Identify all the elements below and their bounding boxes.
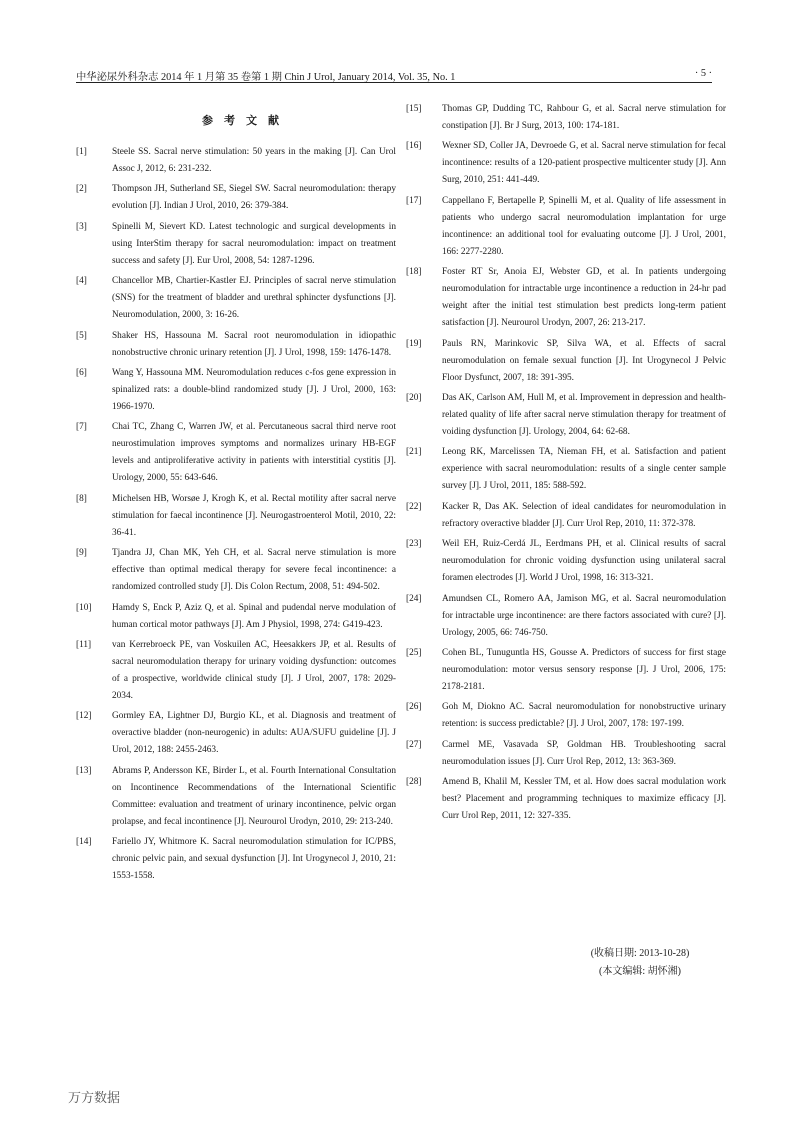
section-title: 参考文献 xyxy=(202,115,290,127)
reference-list-right xyxy=(406,101,726,825)
reference-number: [11] xyxy=(76,639,92,650)
reference-number: [28] xyxy=(406,777,422,788)
reference-text: Kacker R, Das AK. Selection of ideal candidates for neuromodulation in refractory overactive bladder [J]. Curr Urol Rep, 2010, 11: 372-378. xyxy=(442,501,726,529)
reference-item xyxy=(76,328,396,362)
reference-number: [24] xyxy=(406,593,422,604)
reference-number: [10] xyxy=(76,602,92,613)
reference-text: Steele SS. Sacral nerve stimulation: 50 years in the making [J]. Can Urol Assoc J, 2012, 6: 231-232. xyxy=(112,147,396,174)
watermark: 万方数据 xyxy=(68,1091,121,1106)
reference-text: Leong RK, Marcelissen TA, Nieman FH, et al. Satisfaction and patient experience with sacral neuromodulation: results of a single center sample survey [J]. J Urol, 2011, 185: 588-592. xyxy=(442,447,726,492)
reference-number: [23] xyxy=(406,539,422,550)
reference-text: Thompson JH, Sutherland SE, Siegel SW. Sacral neuromodulation: therapy evolution [J]. Indian J Urol, 2010, 26: 379-384. xyxy=(112,184,396,212)
reference-number: [9] xyxy=(76,548,87,559)
reference-item xyxy=(76,219,396,270)
references-column-right xyxy=(406,101,726,828)
reference-item xyxy=(76,491,396,542)
reference-text: Weil EH, Ruiz-Cerdá JL, Eerdmans PH, et al. Clinical results of sacral neuromodulation for chronic voiding dysfunction using unilateral sacral foramen electrodes [J]. World J Urol, 1998, 16: 313-321. xyxy=(442,539,726,584)
reference-text: Amundsen CL, Romero AA, Jamison MG, et al. Sacral neuromodulation for intractable urge incontinence: are there factors associated with cure? [J]. Urology, 2005, 66: 746-750. xyxy=(442,593,726,638)
reference-item xyxy=(406,336,726,387)
reference-text: Chai TC, Zhang C, Warren JW, et al. Percutaneous sacral third nerve root neurostimulation improves symptoms and normalizes urinary HB-EGF levels and antiproliferative activity in patients with interstitial cystitis [J]. Urology, 2000, 55: 643-646. xyxy=(112,422,396,484)
reference-text: Gormley EA, Lightner DJ, Burgio KL, et al. Diagnosis and treatment of overactive bladder (non-neurogenic) in adults: AUA/SUFU guideline [J]. J Urol, 2012, 188: 2455-2463. xyxy=(112,711,396,756)
reference-number: [18] xyxy=(406,267,422,278)
reference-item xyxy=(406,699,726,733)
reference-number: [15] xyxy=(406,104,422,114)
reference-text: Wexner SD, Coller JA, Devroede G, et al. Sacral nerve stimulation for fecal incontinence: results of a 120-patient prospective multicenter study [J]. Ann Surg, 2010, 251: 441-449. xyxy=(442,141,726,186)
reference-item xyxy=(76,419,396,487)
reference-number: [4] xyxy=(76,276,87,287)
reference-item xyxy=(406,444,726,495)
reference-text: Abrams P, Andersson KE, Birder L, et al. Fourth International Consultation on Incontinence Recommendations of the International Scientific Committee: evaluation and treatment of urinary incontinence, pelvic organ prolapse, and fecal incontinence [J]. Neurourol Urodyn, 2010, 29: 213-240. xyxy=(112,765,396,827)
reference-text: Shaker HS, Hassouna M. Sacral root neuromodulation in idiopathic nonobstructive chronic urinary retention [J]. J Urol, 1998, 159: 1476-1478. xyxy=(112,330,396,358)
reference-number: [5] xyxy=(76,330,87,341)
reference-number: [12] xyxy=(76,711,92,722)
reference-text: Goh M, Diokno AC. Sacral neuromodulation for nonobstructive urinary retention: is success predictable? [J]. J Urol, 2007, 178: 197-199. xyxy=(442,702,726,730)
reference-text: Hamdy S, Enck P, Aziz Q, et al. Spinal and pudendal nerve modulation of human cortical motor pathways [J]. Am J Physiol, 1998, 274: G419-423. xyxy=(112,602,396,630)
reference-text: Foster RT Sr, Anoia EJ, Webster GD, et al. In patients undergoing neuromodulation for intractable urge incontinence a reduction in 24-hr pad weight after the initial test stimulation best predicts long-term patient satisfaction [J]. Neurourol Urodyn, 2007, 26: 213-217. xyxy=(442,267,726,329)
reference-number: [26] xyxy=(406,702,422,713)
reference-item xyxy=(406,101,726,135)
reference-number: [1] xyxy=(76,147,87,157)
reference-number: [27] xyxy=(406,739,422,750)
reference-item xyxy=(406,390,726,441)
reference-item xyxy=(76,834,396,885)
reference-item xyxy=(406,737,726,771)
reference-item xyxy=(406,499,726,533)
reference-item xyxy=(76,365,396,416)
reference-list-left xyxy=(76,144,396,885)
reference-text: Cappellano F, Bertapelle P, Spinelli M, et al. Quality of life assessment in patients who undergo sacral neuromodulation implantation for urge incontinence: an additional tool for evaluating outcome [J]. J Urol, 2001, 166: 2277-2280. xyxy=(442,195,726,257)
reference-number: [16] xyxy=(406,141,422,152)
reference-item xyxy=(76,708,396,759)
reference-number: [21] xyxy=(406,447,422,458)
received-date: (收稿日期: 2013-10-28) xyxy=(590,948,690,959)
reference-number: [19] xyxy=(406,338,422,349)
reference-number: [20] xyxy=(406,392,422,403)
reference-number: [22] xyxy=(406,501,422,512)
reference-number: [8] xyxy=(76,493,87,504)
reference-number: [13] xyxy=(76,765,92,776)
references-column-left xyxy=(76,100,396,888)
reference-number: [25] xyxy=(406,647,422,658)
reference-number: [6] xyxy=(76,367,87,378)
reference-text: Fariello JY, Whitmore K. Sacral neuromodulation stimulation for IC/PBS, chronic pelvic pain, and sexual dysfunction [J]. Int Urogynecol J, 2010, 21: 1553-1558. xyxy=(112,837,396,882)
reference-item xyxy=(76,763,396,831)
reference-text: Spinelli M, Sievert KD. Latest technologic and surgical developments in using InterStim therapy for sacral neuromodulation: impact on treatment success and safety [J]. Eur Urol, 2008, 54: 1287-1296. xyxy=(112,221,396,266)
reference-text: Pauls RN, Marinkovic SP, Silva WA, et al. Effects of sacral neuromodulation on female sexual function [J]. Int Urogynecol J Pelvic Floor Dysfunct, 2007, 18: 391-395. xyxy=(442,338,726,383)
reference-text: van Kerrebroeck PE, van Voskuilen AC, Heesakkers JP, et al. Results of sacral neuromodulation therapy for urinary voiding dysfunction: outcomes of a prospective, worldwide clinical study [J]. J Urol, 2007, 178: 2029-2034. xyxy=(112,639,396,701)
reference-text: Amend B, Khalil M, Kessler TM, et al. How does sacral modulation work best? Placement and programming techniques to maximize efficacy [J]. Curr Urol Rep, 2011, 12: 327-335. xyxy=(442,777,726,822)
reference-number: [14] xyxy=(76,837,92,848)
reference-item xyxy=(76,273,396,324)
reference-item xyxy=(406,193,726,261)
reference-text: Wang Y, Hassouna MM. Neuromodulation reduces c-fos gene expression in spinalized rats: a double-blind randomized study [J]. J Urol, 2000, 163: 1966-1970. xyxy=(112,367,396,412)
reference-item xyxy=(406,591,726,642)
reference-text: Chancellor MB, Chartier-Kastler EJ. Principles of sacral nerve stimulation (SNS) for the treatment of bladder and urethral sphincter dysfunctions [J]. Neuromodulation, 2000, 3: 16-26. xyxy=(112,276,396,321)
reference-item xyxy=(76,637,396,705)
reference-item xyxy=(76,545,396,596)
reference-item xyxy=(406,645,726,696)
reference-item xyxy=(406,264,726,332)
reference-text: Michelsen HB, Worsøe J, Krogh K, et al. Rectal motility after sacral nerve stimulation for faecal incontinence [J]. Neurogastroenterol Motil, 2010, 22: 36-41. xyxy=(112,493,396,538)
reference-text: Thomas GP, Dudding TC, Rahbour G, et al. Sacral nerve stimulation for constipation [J]. Br J Surg, 2013, 100: 174-181. xyxy=(442,104,726,131)
reference-text: Das AK, Carlson AM, Hull M, et al. Improvement in depression and health-related quality of life after sacral nerve stimulation therapy for treatment of voiding dysfunction [J]. Urology, 2004, 64: 62-68. xyxy=(442,392,726,437)
reference-item xyxy=(76,144,396,178)
reference-item xyxy=(406,536,726,587)
reference-item xyxy=(76,181,396,215)
reference-item xyxy=(406,138,726,189)
reference-item xyxy=(76,600,396,634)
reference-text: Tjandra JJ, Chan MK, Yeh CH, et al. Sacral nerve stimulation is more effective than optimal medical therapy for severe fecal incontinence: a randomized controlled study [J]. Dis Colon Rectum, 2008, 51: 494-502. xyxy=(112,548,396,593)
reference-item xyxy=(406,774,726,825)
running-header xyxy=(76,66,712,83)
reference-text: Cohen BL, Tunuguntla HS, Gousse A. Predictors of success for first stage neuromodulation: motor versus sensory response [J]. J Urol, 2006, 175: 2178-2181. xyxy=(442,647,726,692)
journal-citation: 中华泌尿外科杂志 2014 年 1 月第 35 卷第 1 期 Chin J Urol, January 2014, Vol. 35, No. 1 xyxy=(76,72,456,83)
page-number: · 5 · xyxy=(694,68,712,79)
reference-number: [17] xyxy=(406,195,422,206)
editor-note: (本文编辑: 胡怀湘) xyxy=(599,966,681,977)
reference-number: [7] xyxy=(76,422,87,433)
reference-number: [2] xyxy=(76,184,87,195)
reference-number: [3] xyxy=(76,221,87,232)
reference-text: Carmel ME, Vasavada SP, Goldman HB. Troubleshooting sacral neuromodulation issues [J]. Curr Urol Rep, 2012, 13: 363-369. xyxy=(442,739,726,767)
